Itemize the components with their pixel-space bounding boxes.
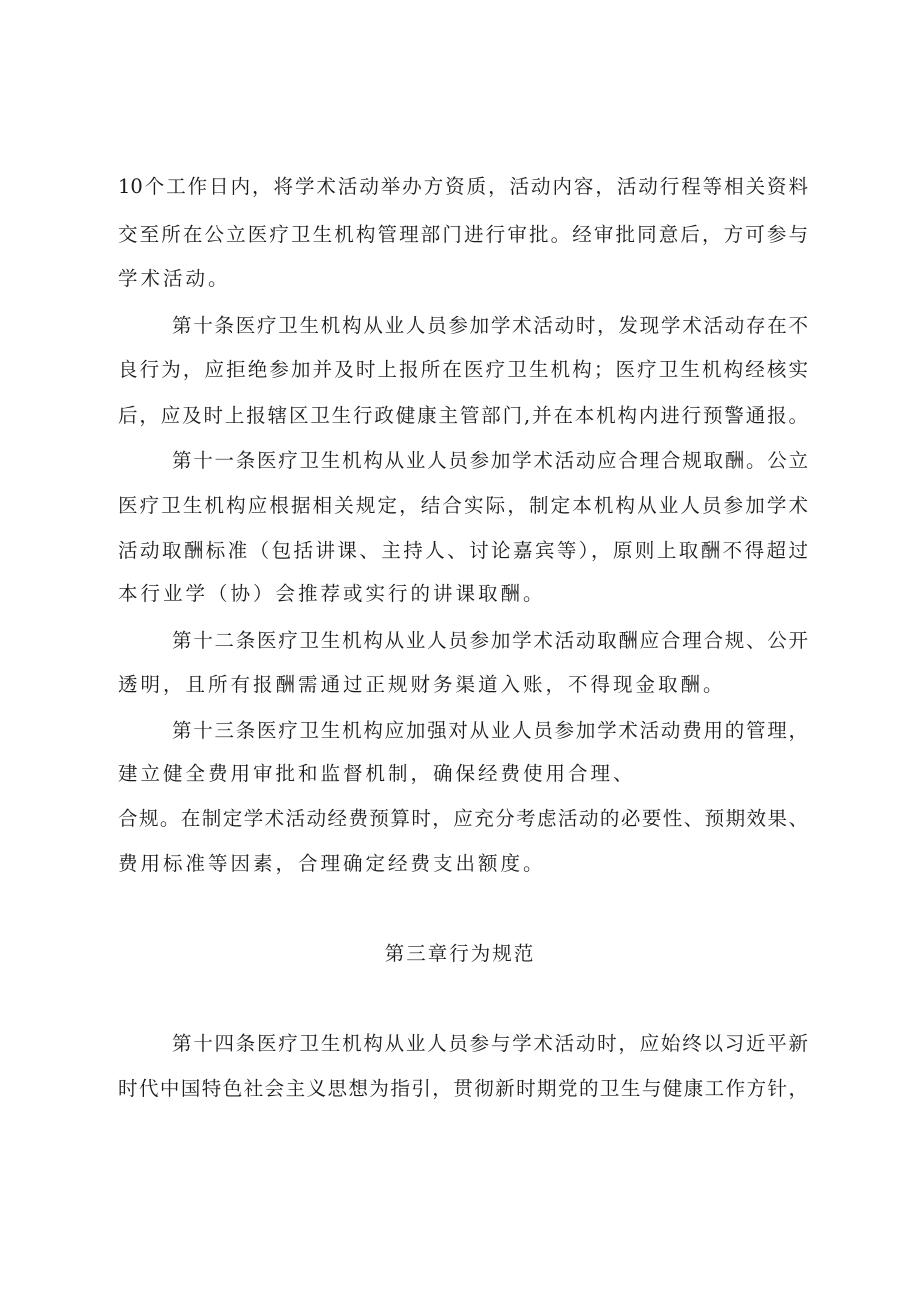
- paragraph-article-11-line: 第十一条医疗卫生机构从业人员参加学术活动应合理合规取酬。公立: [172, 449, 808, 472]
- text-line: 透明，且所有报酬需通过正规财务渠道入账，不得现金取酬。: [118, 673, 726, 696]
- text-line: 合规。在制定学术活动经费预算时，应充分考虑活动的必要性、预期效果、: [118, 807, 808, 830]
- paragraph-article-10-line: 第十条医疗卫生机构从业人员参加学术活动时，发现学术活动存在不: [172, 314, 808, 337]
- paragraph-article-14-line: 第十四条医疗卫生机构从业人员参与学术活动时，应始终以习近平新: [172, 1032, 808, 1055]
- text-line: 建立健全费用审批和监督机制，确保经费使用合理、: [118, 762, 636, 785]
- text-line: 费用标准等因素，合理确定经费支出额度。: [118, 852, 546, 875]
- paragraph-article-12-line: 第十二条医疗卫生机构从业人员参加学术活动取酬应合理合规、公开: [172, 629, 808, 652]
- text-line: 良行为，应拒绝参加并及时上报所在医疗卫生机构；医疗卫生机构经核实: [118, 358, 808, 381]
- text-line: 医疗卫生机构应根据相关规定，结合实际，制定本机构从业人员参加学术: [118, 494, 808, 517]
- paragraph-article-13-line: 第十三条医疗卫生机构应加强对从业人员参加学术活动费用的管理，: [172, 719, 808, 742]
- text-line: 交至所在公立医疗卫生机构管理部门进行审批。经审批同意后，方可参与: [118, 223, 808, 246]
- text-line: 学术活动。: [118, 267, 231, 290]
- text-line: 本行业学（协）会推荐或实行的讲课取酬。: [118, 582, 546, 605]
- text-line: 10个工作日内，将学术活动举办方资质，活动内容，活动行程等相关资料: [118, 175, 808, 198]
- text-line: 时代中国特色社会主义思想为指引，贯彻新时期党的卫生与健康工作方针，: [118, 1077, 808, 1100]
- text-line: 活动取酬标准（包括讲课、主持人、讨论嘉宾等），原则上取酬不得超过: [118, 539, 808, 562]
- chapter-heading: 第三章行为规范: [384, 942, 536, 965]
- text-line: 后，应及时上报辖区卫生行政健康主管部门,并在本机构内进行预警通报。: [118, 404, 808, 427]
